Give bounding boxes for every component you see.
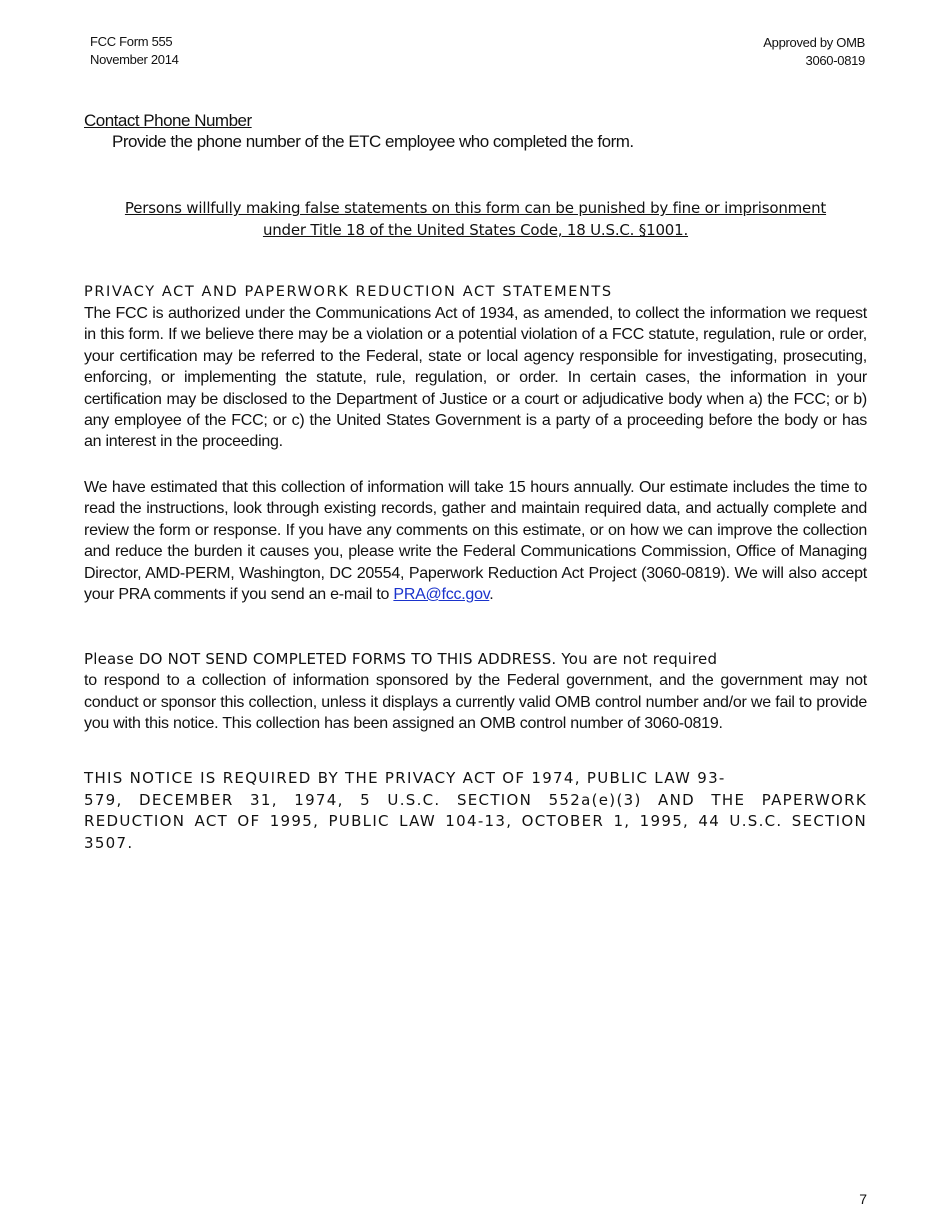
burden-end: . bbox=[489, 586, 494, 604]
pra-email-link[interactable]: PRA@fcc.gov bbox=[393, 586, 490, 604]
omb-paragraph bbox=[84, 649, 867, 735]
form-name: FCC Form 555 bbox=[90, 34, 173, 49]
privacy-act-notice bbox=[84, 768, 867, 854]
approval-label: Approved by OMB bbox=[763, 35, 865, 50]
form-identifier bbox=[90, 33, 179, 69]
contact-heading: Contact Phone Number bbox=[84, 111, 252, 130]
do-not-send-text: Please DO NOT SEND COMPLETED FORMS TO THIS ADDRESS. You are not required bbox=[84, 650, 718, 668]
burden-paragraph bbox=[84, 477, 867, 605]
omb-approval bbox=[763, 34, 865, 70]
omb-paragraph-rest: to respond to a collection of information sponsored by the Federal government, and the government may not conduct or sponsor this collection, unless it displays a currently valid OMB control number and/or we fail to provide you with this notice. This collection has been assigned an OMB control number of 3060-0819. bbox=[84, 672, 867, 733]
contact-description: Provide the phone number of the ETC employee who completed the form. bbox=[112, 132, 634, 151]
do-not-send-line bbox=[84, 649, 867, 670]
warning-line-1: Persons willfully making false statements on this form can be punished by fine or imprisonment bbox=[124, 199, 827, 217]
omb-number: 3060-0819 bbox=[805, 53, 865, 68]
form-date: November 2014 bbox=[90, 52, 179, 67]
privacy-section-title: PRIVACY ACT AND PAPERWORK REDUCTION ACT STATEMENTS bbox=[84, 284, 613, 300]
page-number: 7 bbox=[859, 1191, 867, 1207]
notice-rest: 579, DECEMBER 31, 1974, 5 U.S.C. SECTION 552a(e)(3) AND THE PAPERWORK REDUCTION ACT OF 1995, PUBLIC LAW 104-13, OCTOBER 1, 1995, 44 U.S.C. SECTION 3507. bbox=[84, 790, 867, 852]
notice-line-1: THIS NOTICE IS REQUIRED BY THE PRIVACY ACT OF 1974, PUBLIC LAW 93- bbox=[84, 769, 726, 787]
warning-line-2: under Title 18 of the United States Code, 18 U.S.C. §1001. bbox=[262, 221, 689, 239]
false-statement-warning bbox=[84, 197, 867, 241]
privacy-paragraph-1: The FCC is authorized under the Communications Act of 1934, as amended, to collect the information we request in this form. If we believe there may be a violation or a potential violation of a FCC statute, regulation, rule or order, your certification may be referred to the Federal, state or local agency responsible for investigating, prosecuting, enforcing, or implementing the statute, rule, regulation, or order. In certain cases, the information in your certification may be disclosed to the Department of Justice or a court or adjudicative body when a) the FCC; or b) any employee of the FCC; or c) the United States Government is a party of a proceeding before the body or has an interest in the proceeding. bbox=[84, 305, 867, 451]
burden-text: We have estimated that this collection of information will take 15 hours annually. Our estimate includes the time to read the instructions, look through existing records, gather and maintain required data, and actually complete and review the form or response. If you have any comments on this estimate, or on how we can improve the collection and reduce the burden it causes you, please write the Federal Communications Commission, Office of Managing Director, AMD-PERM, Washington, DC 20554, Paperwork Reduction Act Project (3060-0819). We will also accept your PRA comments if you send an e-mail to bbox=[84, 479, 867, 604]
